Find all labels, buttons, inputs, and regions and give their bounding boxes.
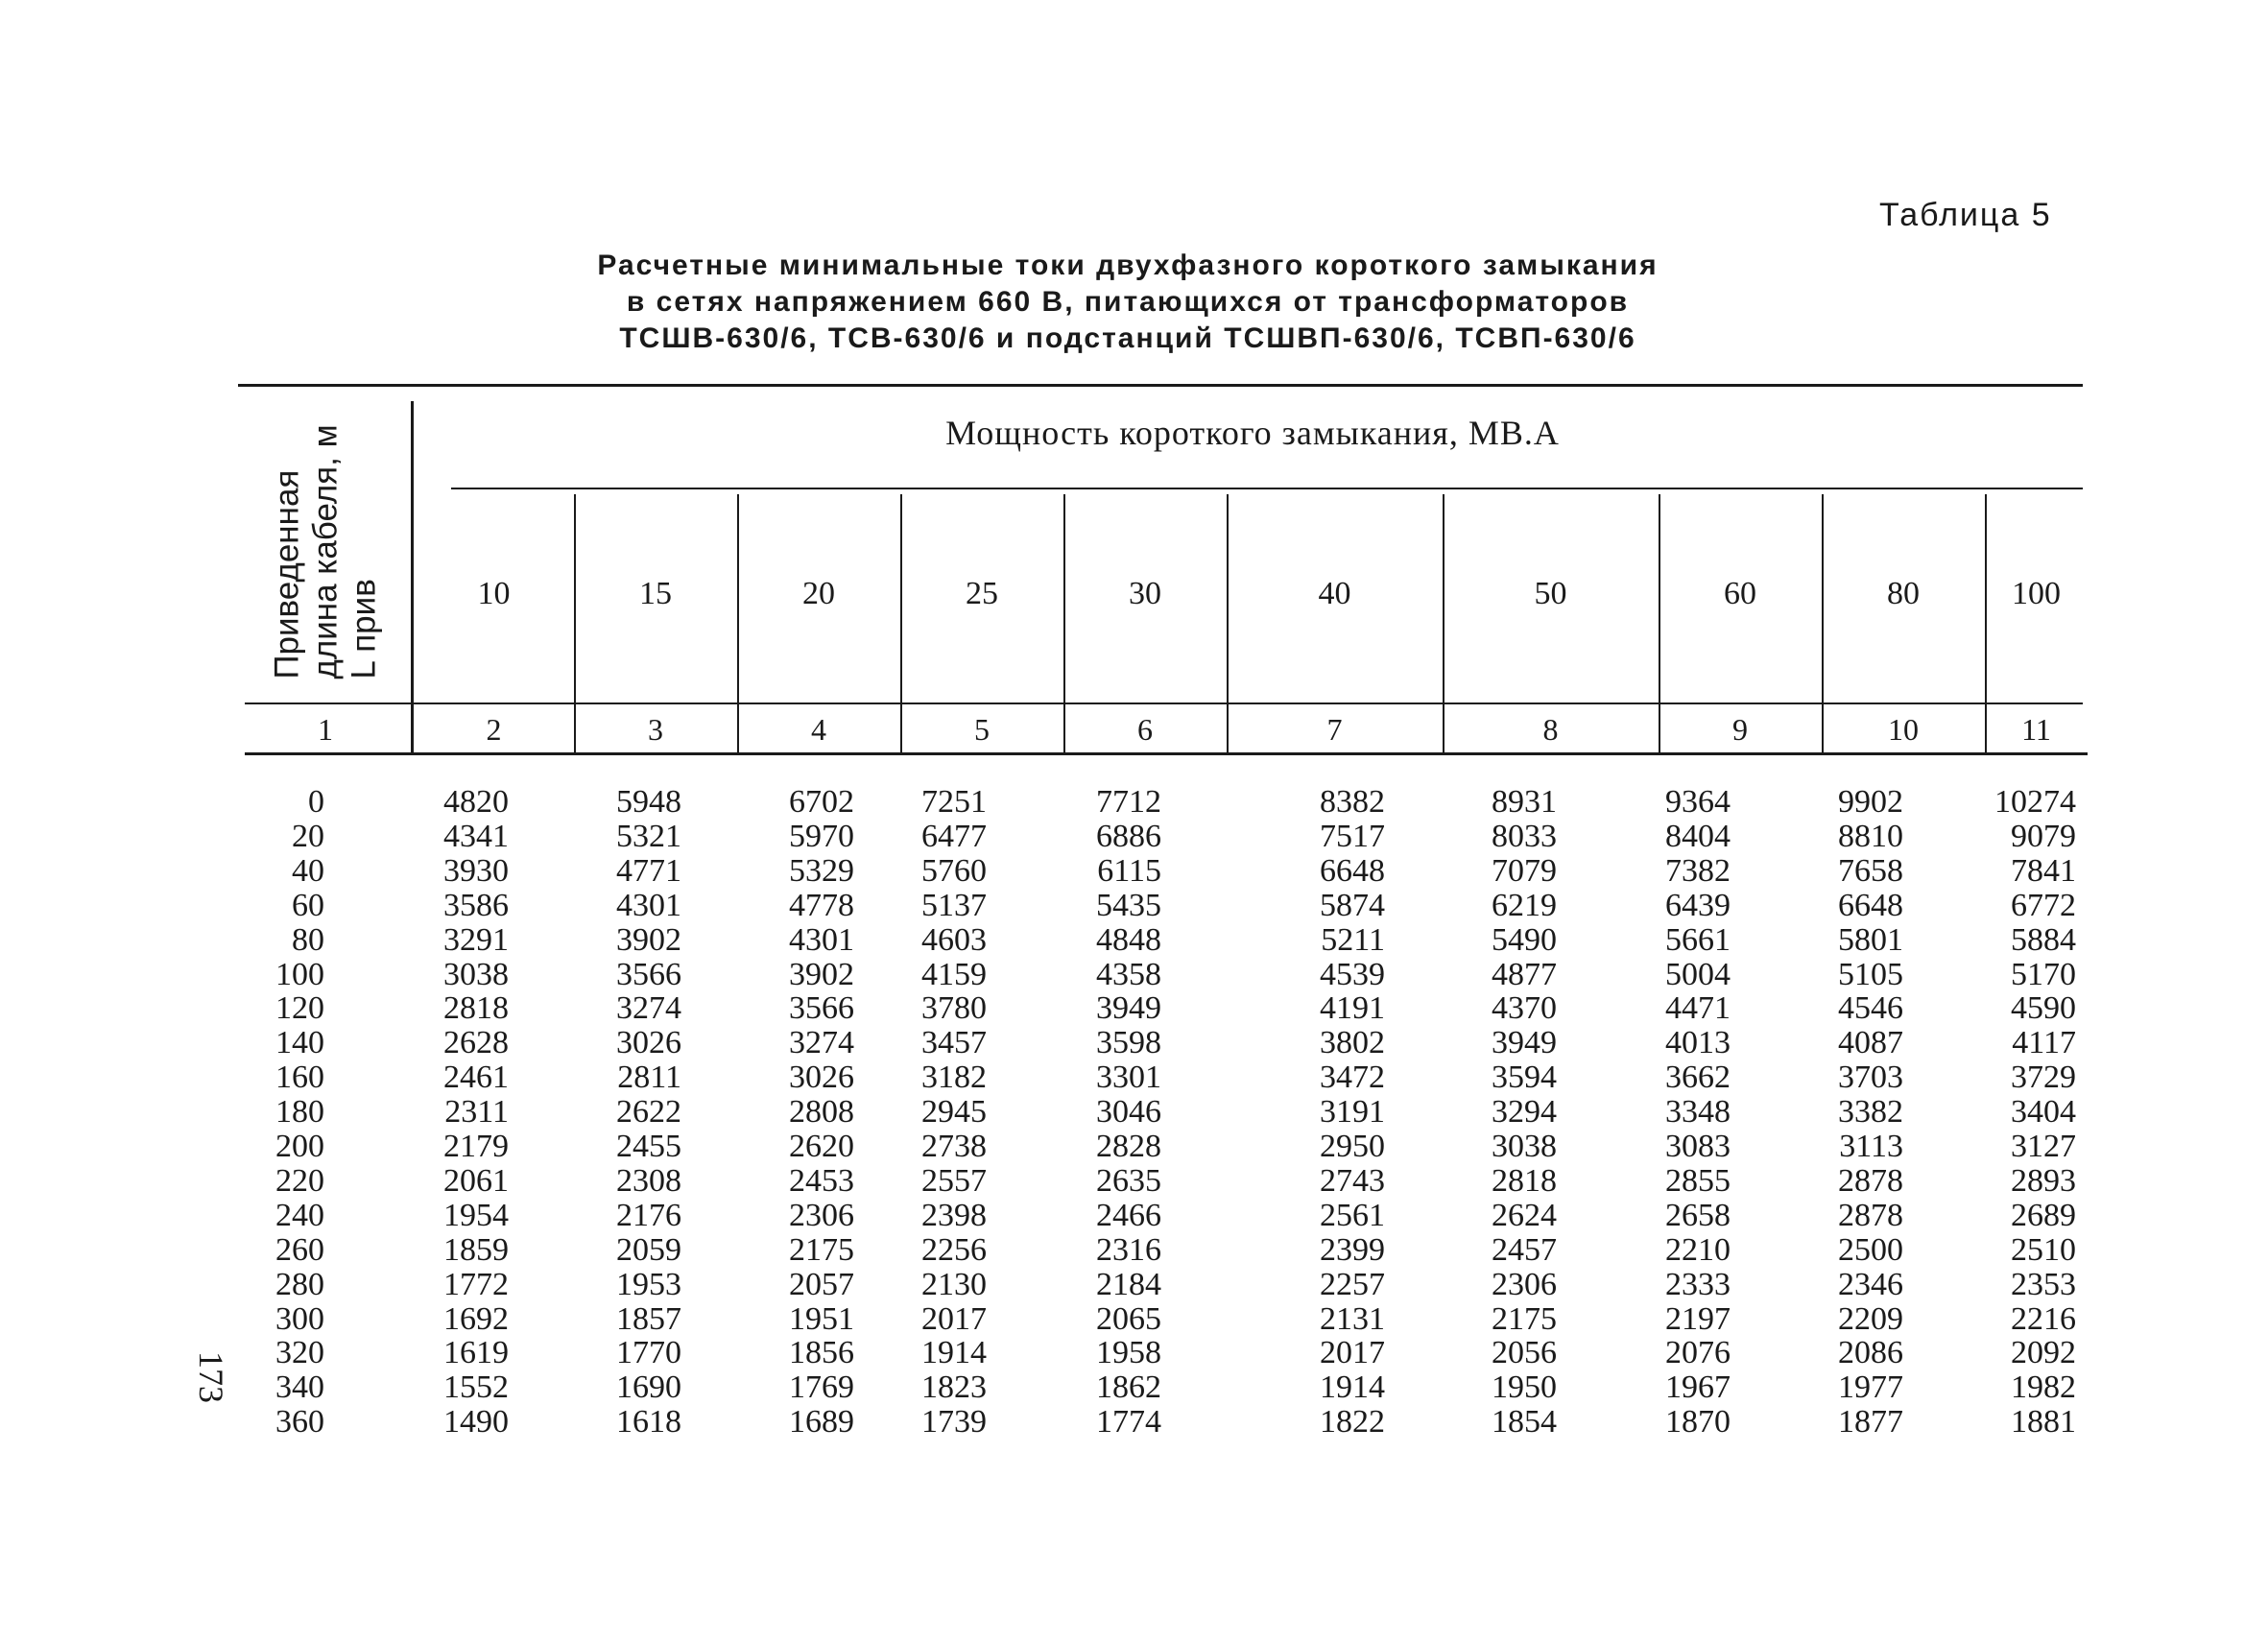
table-cell: 4358 (1096, 956, 1161, 992)
table-cell: 1552 (443, 1369, 509, 1406)
table-cell: 2086 (1838, 1335, 1903, 1371)
table-cell: 8382 (1320, 784, 1385, 820)
table-cell: 2308 (616, 1162, 681, 1199)
table-cell: 3382 (1838, 1094, 1903, 1131)
table-cell: 3703 (1838, 1060, 1903, 1096)
table-cell: 3586 (443, 887, 509, 923)
table-cell: 5105 (1838, 956, 1903, 992)
table-cell: 2461 (443, 1060, 509, 1096)
table-caption (480, 248, 1776, 357)
table-cell: 2811 (617, 1060, 681, 1096)
table-cell: 6772 (2011, 887, 2076, 923)
table-cell: 6702 (789, 784, 854, 820)
row-length-cell: 220 (275, 1162, 324, 1199)
table-cell: 3291 (443, 921, 509, 958)
caption-line: ТСШВ-630/6, ТСВ-630/6 и подстанций ТСШВП-630/6, ТСВП-630/6 (619, 322, 1636, 354)
table-cell: 6648 (1320, 852, 1385, 889)
table-cell: 2057 (789, 1266, 854, 1302)
row-length-cell: 280 (275, 1266, 324, 1302)
power-value: 100 (2012, 576, 2061, 611)
column-number: 3 (648, 712, 663, 747)
table-cell: 1854 (1492, 1404, 1557, 1441)
table-cell: 1977 (1838, 1369, 1903, 1406)
table-cell: 4471 (1665, 990, 1731, 1027)
row-length-cell: 180 (275, 1094, 324, 1131)
table-cell: 4848 (1096, 921, 1161, 958)
table-cell: 6477 (921, 818, 987, 854)
table-label: Таблица 5 (1879, 197, 2052, 233)
table-cell: 2945 (921, 1094, 987, 1131)
table-cell: 4590 (2011, 990, 2076, 1027)
table-cell: 4820 (443, 784, 509, 820)
table-cell: 5760 (921, 852, 987, 889)
table-cell: 5884 (2011, 921, 2076, 958)
table-cell: 2624 (1492, 1197, 1557, 1233)
table-cell: 1982 (2011, 1369, 2076, 1406)
table-cell: 3301 (1096, 1060, 1161, 1096)
table-cell: 2828 (1096, 1129, 1161, 1164)
caption-line: в сетях напряжением 660 В, питающихся от трансформаторов (626, 286, 1630, 318)
table-cell: 2017 (921, 1300, 987, 1337)
table-cell: 4771 (616, 852, 681, 889)
table-cell: 2256 (921, 1231, 987, 1268)
table-cell: 4877 (1492, 956, 1557, 992)
table-cell: 3566 (616, 956, 681, 992)
table-cell: 5490 (1492, 921, 1557, 958)
table-cell: 3182 (921, 1060, 987, 1096)
table-cell: 4301 (789, 921, 854, 958)
table-cell: 3294 (1492, 1094, 1557, 1131)
column-number: 6 (1137, 712, 1153, 747)
table-cell: 2557 (921, 1162, 987, 1199)
table-cell: 4159 (921, 956, 987, 992)
table-cell: 2197 (1665, 1300, 1731, 1337)
table-cell: 3038 (443, 956, 509, 992)
table-cell: 3348 (1665, 1094, 1731, 1131)
table-cell: 2398 (921, 1197, 987, 1233)
table-cell: 3594 (1492, 1060, 1557, 1096)
table-cell: 5874 (1320, 887, 1385, 923)
table-cell: 2878 (1838, 1162, 1903, 1199)
table-cell: 1490 (443, 1404, 509, 1441)
table-cell: 4301 (616, 887, 681, 923)
table-cell: 7079 (1492, 852, 1557, 889)
table-cell: 1619 (443, 1335, 509, 1371)
table-cell: 2061 (443, 1162, 509, 1199)
table-cell: 1967 (1665, 1369, 1731, 1406)
table-cell: 1689 (789, 1404, 854, 1441)
table-cell: 4370 (1492, 990, 1557, 1027)
table-cell: 2620 (789, 1129, 854, 1164)
table-cell: 5004 (1665, 956, 1731, 992)
table-cell: 1862 (1096, 1369, 1161, 1406)
row-length-cell: 240 (275, 1197, 324, 1233)
table-cell: 2893 (2011, 1162, 2076, 1199)
table-cell: 4087 (1838, 1025, 1903, 1061)
row-length-cell: 60 (292, 887, 324, 923)
table-cell: 5321 (616, 818, 681, 854)
table-cell: 1823 (921, 1369, 987, 1406)
table-cell: 2076 (1665, 1335, 1731, 1371)
row-header-line: длина кабеля, м (307, 424, 345, 679)
table-cell: 1859 (443, 1231, 509, 1268)
table-cell: 2658 (1665, 1197, 1731, 1233)
table-cell: 2130 (921, 1266, 987, 1302)
table-cell: 3457 (921, 1025, 987, 1061)
table-cell: 2175 (1492, 1300, 1557, 1337)
table-cell: 4191 (1320, 990, 1385, 1027)
table-cell: 3662 (1665, 1060, 1731, 1096)
table-cell: 3802 (1320, 1025, 1385, 1061)
table-cell: 2311 (444, 1094, 509, 1131)
table-cell: 6648 (1838, 887, 1903, 923)
table-cell: 4117 (2012, 1025, 2076, 1061)
table-cell: 6115 (1097, 852, 1161, 889)
column-number: 7 (1326, 712, 1343, 747)
table-cell: 6439 (1665, 887, 1731, 923)
table-cell: 2510 (2011, 1231, 2076, 1268)
table-cell: 3780 (921, 990, 987, 1027)
table-cell: 1690 (616, 1369, 681, 1406)
table-cell: 2065 (1096, 1300, 1161, 1337)
table-cell: 3046 (1096, 1094, 1161, 1131)
table-cell: 9364 (1665, 784, 1731, 820)
power-value: 80 (1887, 576, 1920, 611)
table-cell: 2209 (1838, 1300, 1903, 1337)
table-cell: 1618 (616, 1404, 681, 1441)
table-cell: 8404 (1665, 818, 1731, 854)
page-number (182, 1339, 240, 1416)
row-header-line: L прив (346, 579, 383, 679)
column-number: 8 (1542, 712, 1559, 747)
table-cell: 2333 (1665, 1266, 1731, 1302)
table-cell: 3191 (1320, 1094, 1385, 1131)
table-cell: 5170 (2011, 956, 2076, 992)
row-length-cell: 300 (275, 1300, 324, 1337)
table-cell: 2306 (1492, 1266, 1557, 1302)
table-cell: 3729 (2011, 1060, 2076, 1096)
table-cell: 2455 (616, 1129, 681, 1164)
table-cell: 1914 (1320, 1369, 1385, 1406)
column-number: 11 (2021, 712, 2051, 747)
table-cell: 1856 (789, 1335, 854, 1371)
table-cell: 1692 (443, 1300, 509, 1337)
table-cell: 10274 (1994, 784, 2076, 820)
power-value: 10 (477, 576, 511, 611)
power-value: 30 (1129, 576, 1161, 611)
table-cell: 1881 (2011, 1404, 2076, 1441)
table-cell: 2453 (789, 1162, 854, 1199)
row-length-cell: 140 (275, 1025, 324, 1061)
column-number: 9 (1732, 712, 1748, 747)
table-cell: 1739 (921, 1404, 987, 1441)
column-number: 2 (486, 712, 502, 747)
table-cell: 8931 (1492, 784, 1557, 820)
table-cell: 2210 (1665, 1231, 1731, 1268)
table-cell: 1822 (1320, 1404, 1385, 1441)
table-cell: 2738 (921, 1129, 987, 1164)
table-cell: 2635 (1096, 1162, 1161, 1199)
table-cell: 3598 (1096, 1025, 1161, 1061)
table-cell: 5329 (789, 852, 854, 889)
table-cell: 2175 (789, 1231, 854, 1268)
table-cell: 5435 (1096, 887, 1161, 923)
table-cell: 1770 (616, 1335, 681, 1371)
group-header: Мощность короткого замыкания, МВ.А (945, 414, 1560, 452)
row-length-cell: 100 (275, 956, 324, 992)
number-row-rule-top (245, 702, 2083, 704)
table-cell: 2689 (2011, 1197, 2076, 1233)
table-cell: 7382 (1665, 852, 1731, 889)
table-cell: 2316 (1096, 1231, 1161, 1268)
table-cell: 7712 (1096, 784, 1161, 820)
row-header (240, 408, 413, 696)
table-cell: 2457 (1492, 1231, 1557, 1268)
column-number: 4 (811, 712, 826, 747)
table-cell: 2184 (1096, 1266, 1161, 1302)
table-cell: 3026 (616, 1025, 681, 1061)
row-length-cell: 0 (308, 784, 324, 820)
table-cell: 1877 (1838, 1404, 1903, 1441)
table-cell: 4539 (1320, 956, 1385, 992)
table-cell: 2466 (1096, 1197, 1161, 1233)
row-length-cell: 40 (292, 852, 324, 889)
table-cell: 3472 (1320, 1060, 1385, 1096)
table-cell: 2628 (443, 1025, 509, 1061)
table-cell: 1958 (1096, 1335, 1161, 1371)
table-cell: 2017 (1320, 1335, 1385, 1371)
table-cell: 2131 (1320, 1300, 1385, 1337)
table-cell: 2561 (1320, 1197, 1385, 1233)
table-cell: 3274 (789, 1025, 854, 1061)
table-cell: 1870 (1665, 1404, 1731, 1441)
table-cell: 5970 (789, 818, 854, 854)
table-cell: 2878 (1838, 1197, 1903, 1233)
table-cell: 2818 (443, 990, 509, 1027)
table-cell: 1774 (1096, 1404, 1161, 1441)
table-cell: 2818 (1492, 1162, 1557, 1199)
row-length-cell: 160 (275, 1060, 324, 1096)
row-length-cell: 320 (275, 1335, 324, 1371)
row-length-cell: 200 (275, 1129, 324, 1164)
table-cell: 5948 (616, 784, 681, 820)
table-cell: 2743 (1320, 1162, 1385, 1199)
table-cell: 1772 (443, 1266, 509, 1302)
table-cell: 3902 (616, 921, 681, 958)
table-cell: 5661 (1665, 921, 1731, 958)
table-cell: 1914 (921, 1335, 987, 1371)
power-value: 25 (966, 576, 998, 611)
column-number: 1 (318, 712, 333, 747)
table-cell: 2808 (789, 1094, 854, 1131)
table-cell: 2500 (1838, 1231, 1903, 1268)
table-cell: 3902 (789, 956, 854, 992)
row-length-cell: 340 (275, 1369, 324, 1406)
row-length-cell: 260 (275, 1231, 324, 1268)
row-length-cell: 360 (275, 1404, 324, 1441)
table-cell: 5801 (1838, 921, 1903, 958)
table-cell: 6219 (1492, 887, 1557, 923)
table-cell: 1954 (443, 1197, 509, 1233)
table-cell: 2257 (1320, 1266, 1385, 1302)
table-cell: 7517 (1320, 818, 1385, 854)
row-length-cell: 80 (292, 921, 324, 958)
table-cell: 1953 (616, 1266, 681, 1302)
table-cell: 7251 (921, 784, 987, 820)
table-cell: 4341 (443, 818, 509, 854)
power-value: 50 (1534, 576, 1567, 611)
table-cell: 2056 (1492, 1335, 1557, 1371)
table-cell: 2399 (1320, 1231, 1385, 1268)
table-cell: 3949 (1492, 1025, 1557, 1061)
table-cell: 4603 (921, 921, 987, 958)
table-cell: 2176 (616, 1197, 681, 1233)
power-value: 60 (1724, 576, 1756, 611)
table-cell: 6886 (1096, 818, 1161, 854)
power-value: 40 (1318, 576, 1351, 611)
table-cell: 2622 (616, 1094, 681, 1131)
table-cell: 2216 (2011, 1300, 2076, 1337)
table-cell: 9079 (2011, 818, 2076, 854)
table-cell: 2353 (2011, 1266, 2076, 1302)
table-cell: 3566 (789, 990, 854, 1027)
header-bottom-rule (245, 752, 2088, 755)
table-cell: 9902 (1838, 784, 1903, 820)
table-cell: 4546 (1838, 990, 1903, 1027)
power-value: 20 (802, 576, 835, 611)
table-cell: 1857 (616, 1300, 681, 1337)
table-cell: 2059 (616, 1231, 681, 1268)
table-cell: 2092 (2011, 1335, 2076, 1371)
column-number: 5 (974, 712, 990, 747)
table-cell: 3083 (1665, 1129, 1731, 1164)
table-cell: 3274 (616, 990, 681, 1027)
power-value: 15 (639, 576, 672, 611)
table-cell: 2346 (1838, 1266, 1903, 1302)
top-rule (238, 384, 2083, 387)
table-cell: 7841 (2011, 852, 2076, 889)
table-cell: 8033 (1492, 818, 1557, 854)
table-cell: 1951 (789, 1300, 854, 1337)
table-cell: 4778 (789, 887, 854, 923)
table-cell: 8810 (1838, 818, 1903, 854)
table-cell: 5137 (921, 887, 987, 923)
row-length-cell: 120 (275, 990, 324, 1027)
column-number: 10 (1888, 712, 1919, 747)
group-rule (451, 488, 2083, 489)
table-cell: 1950 (1492, 1369, 1557, 1406)
table-cell: 3930 (443, 852, 509, 889)
table-cell: 1769 (789, 1369, 854, 1406)
table-cell: 3113 (1839, 1129, 1903, 1164)
row-header-line: Приведенная (269, 469, 306, 679)
table-cell: 5211 (1321, 921, 1385, 958)
table-cell: 7658 (1838, 852, 1903, 889)
row-length-cell: 20 (292, 818, 324, 854)
caption-line: Расчетные минимальные токи двухфазного короткого замыкания (597, 250, 1659, 281)
table-cell: 2306 (789, 1197, 854, 1233)
table-cell: 2855 (1665, 1162, 1731, 1199)
table-cell: 4013 (1665, 1025, 1731, 1061)
page-number-text: 173 (192, 1351, 230, 1403)
table-cell: 3026 (789, 1060, 854, 1096)
table-cell: 3404 (2011, 1094, 2076, 1131)
table-cell: 2179 (443, 1129, 509, 1164)
table-cell: 3127 (2011, 1129, 2076, 1164)
table-cell: 3949 (1096, 990, 1161, 1027)
table-cell: 3038 (1492, 1129, 1557, 1164)
table-cell: 2950 (1320, 1129, 1385, 1164)
